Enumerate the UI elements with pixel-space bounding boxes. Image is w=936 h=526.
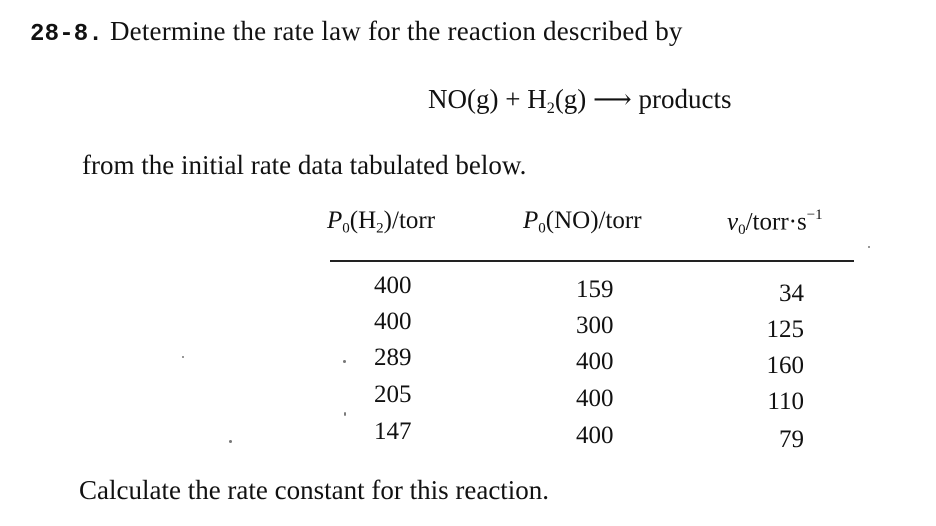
scan-speck bbox=[343, 360, 346, 363]
problem-heading bbox=[30, 16, 683, 48]
problem-statement: Determine the rate law for the reaction described by bbox=[109, 16, 683, 46]
closing-text: Calculate the rate constant for this reaction. bbox=[79, 475, 550, 505]
table-cell-h2: 289 bbox=[374, 344, 412, 371]
table-cell-no: 400 bbox=[576, 422, 614, 449]
scan-speck bbox=[868, 246, 870, 248]
reactant-no: NO(g) bbox=[428, 84, 499, 114]
table-cell-rate: 160 bbox=[766, 352, 804, 379]
intro-text: from the initial rate data tabulated below. bbox=[82, 150, 527, 180]
table-cell-h2: 400 bbox=[374, 308, 412, 335]
table-cell-h2: 147 bbox=[374, 418, 412, 445]
header-p0-h2: $P_0(H_2)$/torr bbox=[327, 207, 436, 237]
header-p0-no: $P_0(NO)$/torr bbox=[523, 207, 642, 237]
table-cell-rate: 125 bbox=[766, 316, 804, 343]
table-cell-rate: 79 bbox=[779, 426, 804, 453]
scan-speck bbox=[229, 440, 232, 443]
table-cell-no: 159 bbox=[576, 276, 614, 303]
table-cell-rate: 110 bbox=[767, 388, 804, 415]
table-header-rule bbox=[330, 260, 854, 262]
products-label: products bbox=[638, 84, 732, 114]
header-v0: $v_0/torr\cdot s^{-1}$ bbox=[727, 207, 823, 238]
plus-sign: + bbox=[505, 84, 521, 114]
reaction-arrow: ⟶ bbox=[593, 84, 632, 114]
table-cell-no: 400 bbox=[576, 385, 614, 412]
scan-speck bbox=[182, 356, 184, 358]
reaction-equation bbox=[428, 84, 732, 118]
table-cell-rate: 34 bbox=[779, 280, 804, 307]
table-cell-h2: 400 bbox=[374, 272, 412, 299]
problem-number: 28-8. bbox=[30, 21, 104, 48]
reactant-h2: $H_2(g)$ bbox=[527, 84, 587, 117]
table-cell-no: 400 bbox=[576, 348, 614, 375]
scan-speck bbox=[344, 412, 346, 416]
table-cell-h2: 205 bbox=[374, 381, 412, 408]
table-cell-no: 300 bbox=[576, 312, 614, 339]
